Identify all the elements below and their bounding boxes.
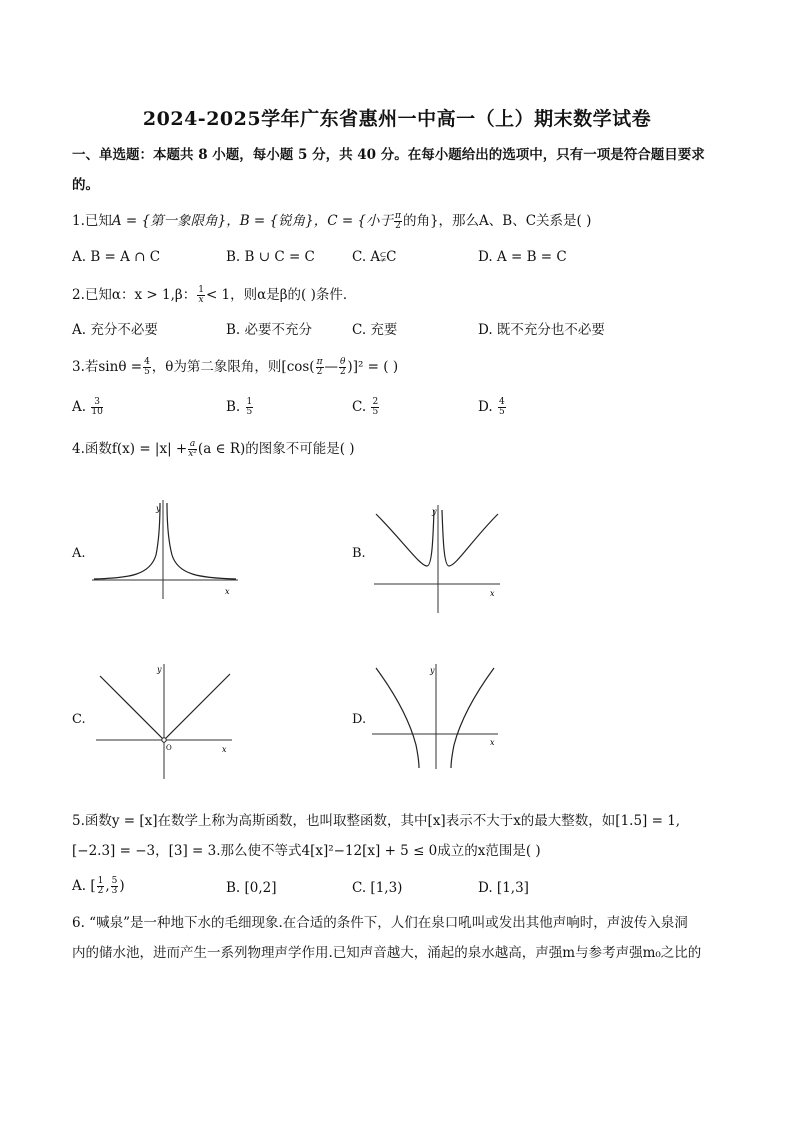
graph-c-y-label: y <box>157 665 162 674</box>
q3-frac-den: 2 <box>316 367 323 377</box>
q5-frac-num: 5 <box>111 876 118 886</box>
graph-c-abs-curve <box>100 674 230 740</box>
q3-option-label: A. <box>72 399 87 415</box>
question-1-stem <box>72 212 591 231</box>
q1-frac-den: 2 <box>395 221 401 231</box>
q3-option-den: 10 <box>91 407 103 417</box>
q3-fraction-1 <box>143 358 151 377</box>
q5-option-a-bracket: A. [ <box>72 878 96 894</box>
q1-option-b: B. B ∪ C = C <box>226 249 315 265</box>
q3-option-num: 3 <box>91 398 102 408</box>
q5-frac-den: 3 <box>111 886 118 896</box>
q2-option-a: A. 充分不必要 <box>72 322 158 338</box>
q5-option-a <box>72 877 125 896</box>
q1-frac-num: π <box>395 211 401 221</box>
q3-option-num: 1 <box>246 397 253 407</box>
q1-option-d: D. A = B = C <box>478 249 567 265</box>
q4-stem-part: 4.函数f(x) = |x| + <box>72 441 188 457</box>
q4-fraction <box>188 440 197 459</box>
q3-option-num: 4 <box>498 397 505 407</box>
q3-option-b <box>226 398 254 417</box>
q3-option-a-frac <box>91 398 102 417</box>
graph-a-curve-left <box>94 503 160 579</box>
q5-frac-num: 1 <box>97 876 104 886</box>
q3-stem-part: 3.若sinθ = <box>72 359 143 375</box>
q3-option-a <box>72 398 104 417</box>
q3-option-den: 5 <box>372 407 379 417</box>
q3-fraction-3 <box>339 358 346 377</box>
q3-stem-part: )]² = ( ) <box>347 359 399 375</box>
q5-option-a-close: ) <box>119 878 125 894</box>
q4-graph-a-label: A. <box>72 546 86 561</box>
q3-frac-num: 4 <box>144 357 150 367</box>
q1-fraction <box>394 212 402 231</box>
q3-stem-part: ，θ为第二象限角，则[cos( <box>151 359 315 375</box>
q5-frac-den: 2 <box>97 886 104 896</box>
q4-graph-a <box>90 495 240 600</box>
question-6-line-2: 内的储水池，进而产生一系列物理声学作用.已知声音越大，涌起的泉水越高，声强m与参考声强m₀之比的 <box>72 945 702 961</box>
q2-option-c: C. 充要 <box>352 322 398 338</box>
q5-option-a-sep: , <box>105 878 110 894</box>
q4-graph-d <box>370 660 500 770</box>
q1-stem-part: 的角}，那么A、B、C关系是( ) <box>402 213 592 229</box>
graph-c-origin-hole <box>162 738 166 742</box>
graph-b-x-label: x <box>490 589 495 598</box>
graph-a-curve-right <box>167 503 236 579</box>
q4-graph-b-label: B. <box>352 546 366 561</box>
graph-b-y-label: y <box>432 507 437 516</box>
question-6-line-1: 6. “喊泉”是一种地下水的毛细现象.在合适的条件下，人们在泉口吼叫或发出其他声响时，声波传入泉洞 <box>72 915 688 931</box>
q1-option-a: A. B = A ∩ C <box>72 249 161 265</box>
q5-option-a-frac-1 <box>97 877 105 896</box>
q4-stem-part: (a ∈ R)的图象不可能是( ) <box>197 441 355 457</box>
q2-fraction <box>197 286 205 305</box>
q5-option-c: C. [1,3) <box>352 880 403 896</box>
question-3-stem <box>72 358 398 377</box>
q3-option-label: D. <box>478 399 493 415</box>
graph-d-curve-right <box>451 668 494 768</box>
q3-option-d <box>478 398 507 417</box>
graph-c-origin-label: O <box>166 744 172 752</box>
q2-frac-num: 1 <box>198 285 204 295</box>
graph-b-curve-right <box>442 510 498 566</box>
q3-option-d-frac <box>498 398 506 417</box>
q3-stem-part: — <box>324 359 338 375</box>
q2-option-d: D. 既不充分也不必要 <box>478 322 605 338</box>
q3-option-label: C. <box>352 399 367 415</box>
question-4-stem <box>72 440 355 459</box>
q1-option-c: C. A⫋C <box>352 249 397 265</box>
page-title: 2024-2025学年广东省惠州一中高一（上）期末数学试卷 <box>142 108 652 130</box>
section-header-cont: 的。 <box>72 177 99 193</box>
q2-frac-den: x <box>198 295 204 305</box>
q4-graph-c <box>94 660 234 780</box>
q4-graph-c-label: C. <box>72 712 86 727</box>
q5-option-d: D. [1,3] <box>478 880 529 896</box>
q3-frac-den: 5 <box>144 367 150 377</box>
q1-stem-part: A = {第一象限角}，B = {锐角}，C = {小于 <box>111 213 394 229</box>
q3-option-b-frac <box>246 398 254 417</box>
q3-option-label: B. <box>226 399 241 415</box>
section-header: 一、单选题：本题共 8 小题，每小题 5 分，共 40 分。在每小题给出的选项中，只有一项是符合题目要求 <box>72 147 705 163</box>
graph-a-x-label: x <box>225 587 230 596</box>
q3-option-num: 2 <box>372 397 379 407</box>
graph-d-x-label: x <box>490 738 495 747</box>
question-2-stem <box>72 286 356 305</box>
q3-option-den: 5 <box>498 407 505 417</box>
q3-frac-den: 2 <box>339 367 346 377</box>
q4-frac-den: x² <box>188 449 197 459</box>
q3-option-den: 5 <box>246 407 253 417</box>
question-5-line-1: 5.函数y = [x]在数学上称为高斯函数，也叫取整函数，其中[x]表示不大于x的最大整数，如[1.5] = 1, <box>72 813 681 829</box>
q3-frac-num: θ <box>340 357 346 367</box>
q4-graph-b <box>372 500 502 615</box>
question-5-line-2: [−2.3] = −3，[3] = 3.那么使不等式4[x]²−12[x] + 5 ≤ 0成立的x范围是( ) <box>72 843 541 859</box>
graph-a-y-label: y <box>156 504 161 513</box>
graph-c-x-label: x <box>222 745 227 754</box>
q4-graph-d-label: D. <box>352 712 367 727</box>
q3-frac-num: π <box>316 357 323 367</box>
q4-frac-num: a <box>189 439 196 449</box>
graph-b-curve-left <box>376 510 434 566</box>
q2-option-b: B. 必要不充分 <box>226 322 313 338</box>
q2-stem-part: 2.已知α：x > 1,β： <box>72 287 197 303</box>
q5-option-a-frac-2 <box>111 877 119 896</box>
q5-option-b: B. [0,2] <box>226 880 277 896</box>
q3-option-c-frac <box>371 398 379 417</box>
graph-d-y-label: y <box>430 666 435 675</box>
q2-stem-part: < 1，则α是β的( )条件． <box>205 287 357 303</box>
graph-d-curve-left <box>376 668 419 768</box>
q3-option-c <box>352 398 380 417</box>
q3-fraction-2 <box>316 358 324 377</box>
q1-stem-part: 1.已知 <box>72 213 112 229</box>
